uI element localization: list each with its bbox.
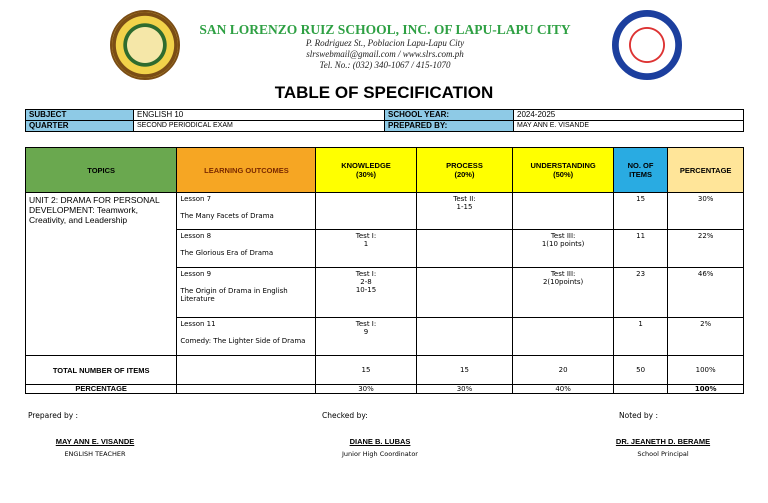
knowledge-cell: Test I: 9	[316, 318, 416, 356]
total-understanding: 20	[513, 356, 613, 385]
percentage-cell: 46%	[668, 268, 744, 318]
items-cell: 15	[613, 193, 667, 230]
page-title: TABLE OF SPECIFICATION	[274, 83, 494, 102]
percentage-knowledge: 30%	[316, 385, 416, 394]
total-label: TOTAL NUMBER OF ITEMS	[26, 356, 177, 385]
header-no-of-items: NO. OF ITEMS	[613, 148, 667, 193]
school-year-label: SCHOOL YEAR:	[385, 110, 514, 121]
lesson-title: The Origin of Drama in English Literature	[180, 287, 288, 303]
process-cell	[416, 268, 513, 318]
noted-by-name: DR. JEANETH D. BERAME	[615, 437, 711, 446]
subject-value: ENGLISH 10	[134, 110, 385, 121]
percentage-total: 100%	[668, 385, 744, 394]
header-learning-outcomes: LEARNING OUTCOMES	[177, 148, 316, 193]
prepared-by-position: ENGLISH TEACHER	[64, 450, 126, 458]
prepared-by-name: MAY ANN E. VISANDE	[55, 437, 135, 446]
total-items: 50	[613, 356, 667, 385]
school-tel: Tel. No.: (032) 340-1067 / 415-1070	[319, 60, 451, 70]
total-row	[26, 356, 744, 385]
process-cell	[416, 318, 513, 356]
lesson-number: Lesson 8	[180, 232, 212, 240]
lesson-title: The Many Facets of Drama	[180, 212, 274, 220]
info-table	[25, 109, 744, 132]
noted-by-position: School Principal	[637, 450, 689, 458]
items-cell: 1	[613, 318, 667, 356]
understanding-cell	[513, 193, 613, 230]
lesson-number: Lesson 9	[180, 270, 212, 278]
quarter-value: SECOND PERIODICAL EXAM	[134, 121, 385, 132]
checked-by-position: Junior High Coordinator	[342, 450, 418, 458]
percentage-row-label: PERCENTAGE	[26, 385, 177, 394]
percentage-row	[26, 385, 744, 394]
subject-label: SUBJECT	[26, 110, 134, 121]
percentage-understanding: 40%	[513, 385, 613, 394]
learning-outcome-cell	[177, 230, 316, 268]
total-process: 15	[416, 356, 513, 385]
percentage-cell: 22%	[668, 230, 744, 268]
prepared-by-value: MAY ANN E. VISANDE	[514, 121, 744, 132]
quarter-label: QUARTER	[26, 121, 134, 132]
school-logo	[110, 10, 180, 80]
header-knowledge: KNOWLEDGE (30%)	[316, 148, 416, 193]
prepared-by-label: PREPARED BY:	[385, 121, 514, 132]
checked-by-name: DIANE B. LUBAS	[349, 437, 411, 446]
percentage-cell: 30%	[668, 193, 744, 230]
lesson-title: The Glorious Era of Drama	[180, 249, 274, 257]
knowledge-cell: Test I: 1	[316, 230, 416, 268]
header-topics: TOPICS	[26, 148, 177, 193]
percentage-outcomes-cell	[177, 385, 316, 394]
lesson-number: Lesson 7	[180, 195, 212, 203]
knowledge-cell	[316, 193, 416, 230]
total-percentage: 100%	[668, 356, 744, 385]
percentage-cell: 2%	[668, 318, 744, 356]
checked-by-sig-label: Checked by:	[322, 411, 368, 420]
prepared-by-sig-label: Prepared by :	[28, 411, 79, 420]
items-cell: 11	[613, 230, 667, 268]
header-percentage: PERCENTAGE	[668, 148, 744, 193]
school-name: SAN LORENZO RUIZ SCHOOL, INC. OF LAPU-LAPU CITY	[199, 22, 571, 37]
table-row	[26, 193, 744, 230]
process-cell	[416, 230, 513, 268]
header-understanding: UNDERSTANDING (50%)	[513, 148, 613, 193]
knowledge-cell: Test I: 2-8 10-15	[316, 268, 416, 318]
percentage-process: 30%	[416, 385, 513, 394]
learning-outcome-cell	[177, 268, 316, 318]
school-year-value: 2024-2025	[514, 110, 744, 121]
understanding-cell: Test III: 1(10 points)	[513, 230, 613, 268]
school-address: P. Rodriguez St., Poblacion Lapu-Lapu City	[305, 38, 465, 48]
table-header-row	[26, 148, 744, 193]
process-cell: Test II: 1-15	[416, 193, 513, 230]
learning-outcome-cell	[177, 193, 316, 230]
learning-outcome-cell	[177, 318, 316, 356]
noted-by-sig-label: Noted by :	[619, 411, 659, 420]
deped-seal	[612, 10, 682, 80]
total-knowledge: 15	[316, 356, 416, 385]
specification-table	[25, 147, 744, 394]
school-contact: slrswebmail@gmail.com / www.slrs.com.ph	[306, 49, 464, 59]
total-outcomes-cell	[177, 356, 316, 385]
lesson-number: Lesson 11	[180, 320, 216, 328]
percentage-items-cell	[613, 385, 667, 394]
understanding-cell	[513, 318, 613, 356]
lesson-title: Comedy: The Lighter Side of Drama	[180, 337, 306, 345]
header-process: PROCESS (20%)	[416, 148, 513, 193]
items-cell: 23	[613, 268, 667, 318]
topic-cell: UNIT 2: DRAMA FOR PERSONAL DEVELOPMENT: Teamwork, Creativity, and Leadership	[26, 193, 177, 356]
understanding-cell: Test III: 2(10points)	[513, 268, 613, 318]
